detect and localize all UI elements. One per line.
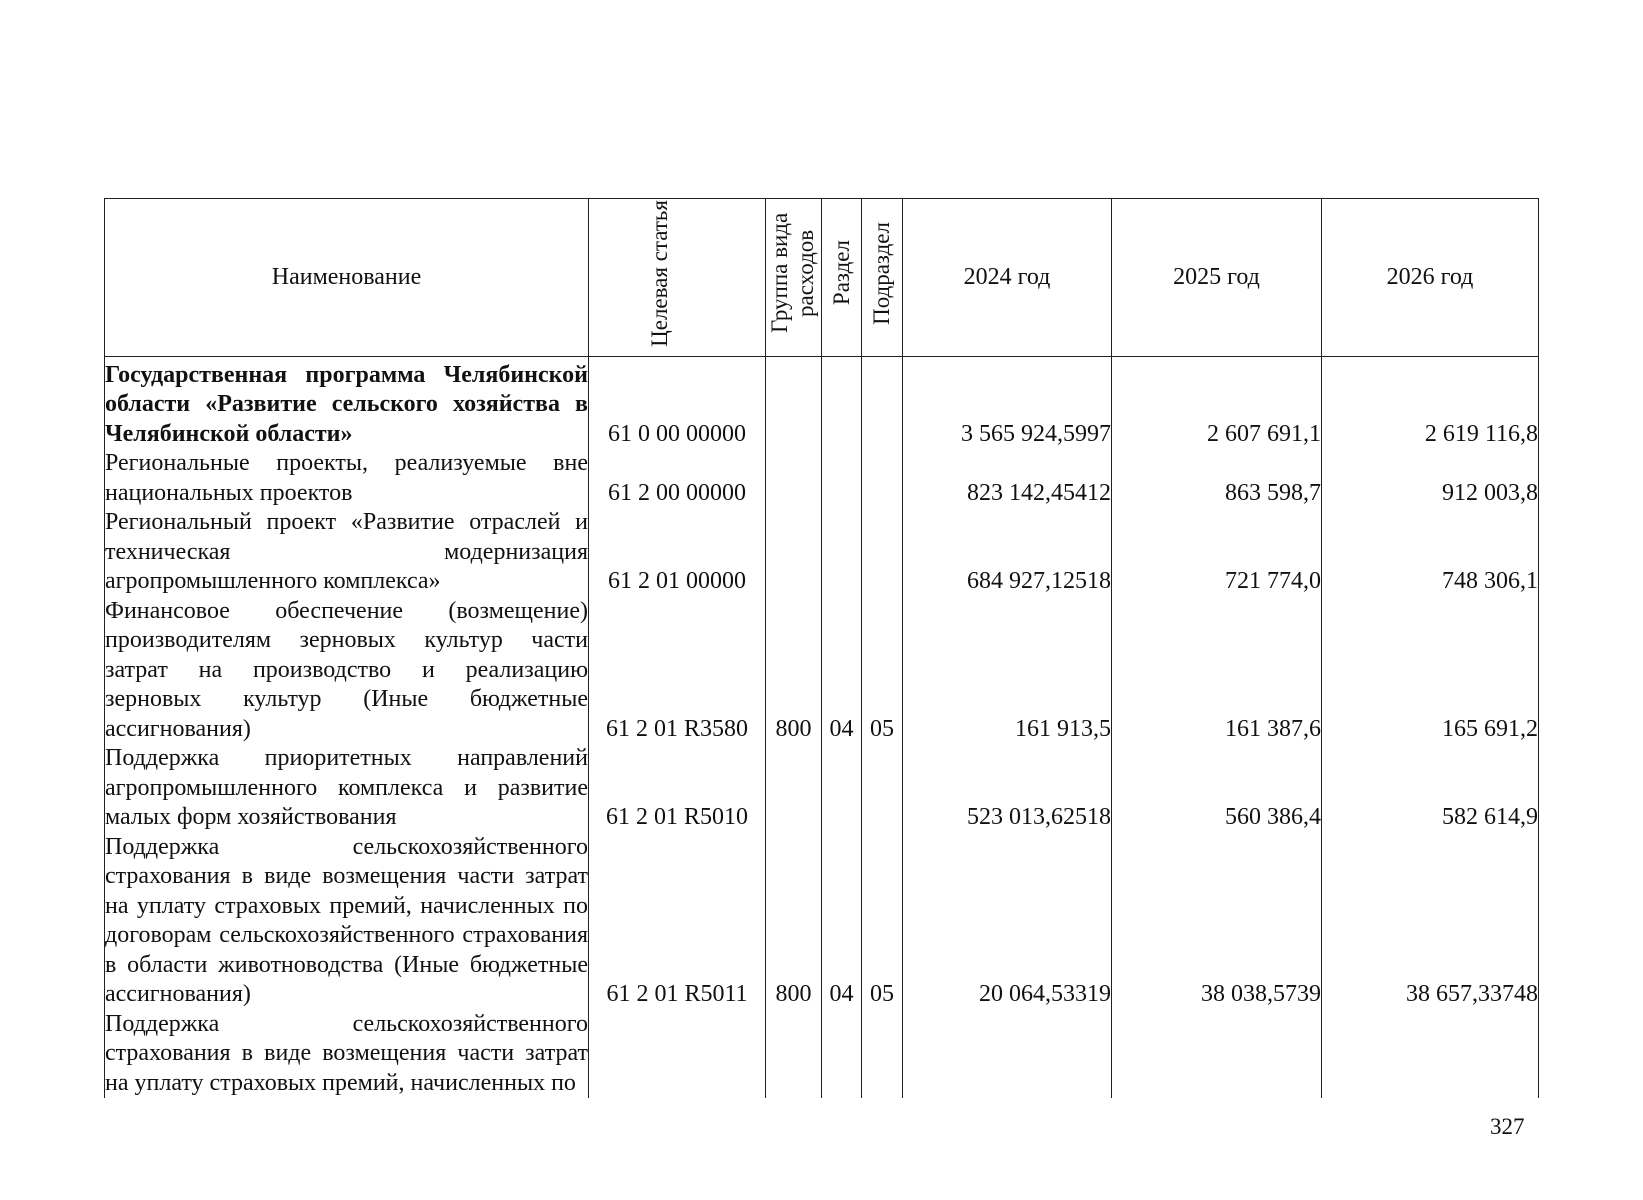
- row-code: 61 2 01 00000: [589, 508, 766, 597]
- row-2026: 165 691,2: [1322, 597, 1539, 745]
- row-code: 61 0 00 00000: [589, 356, 766, 449]
- row-name: Государственная программа Челябинской области «Развитие сельского хозяйства в Челябинской области»: [105, 356, 589, 449]
- row-name: Региональный проект «Развитие отраслей и техническая модернизация агропромышленного комплекса»: [105, 508, 589, 597]
- table-row: [105, 356, 1539, 449]
- row-2025: 560 386,4: [1112, 744, 1322, 833]
- table-row: [105, 508, 1539, 597]
- row-2026: 912 003,8: [1322, 449, 1539, 508]
- row-group: [766, 449, 822, 508]
- row-code: [589, 1010, 766, 1099]
- header-row: [105, 199, 1539, 357]
- row-group: [766, 356, 822, 449]
- table-row: [105, 1010, 1539, 1099]
- row-section: [822, 744, 862, 833]
- row-2026: [1322, 1010, 1539, 1099]
- row-code: 61 2 01 R5011: [589, 833, 766, 1010]
- header-name: Наименование: [105, 199, 589, 357]
- row-group: [766, 508, 822, 597]
- row-section: 04: [822, 597, 862, 745]
- row-subsection: [862, 744, 903, 833]
- row-2024: 161 913,5: [903, 597, 1112, 745]
- row-subsection: [862, 508, 903, 597]
- row-code: 61 2 01 R5010: [589, 744, 766, 833]
- row-2025: 38 038,5739: [1112, 833, 1322, 1010]
- table-row: [105, 449, 1539, 508]
- row-2025: 863 598,7: [1112, 449, 1322, 508]
- budget-table: [104, 198, 1539, 1098]
- row-code: 61 2 01 R3580: [589, 597, 766, 745]
- row-name: Поддержка сельскохозяйственного страхования в виде возмещения части затрат на уплату страховых премий, начисленных по: [105, 1010, 589, 1099]
- header-expense-group: Группа вида расходов: [766, 199, 822, 357]
- row-name: Поддержка сельскохозяйственного страхования в виде возмещения части затрат на уплату страховых премий, начисленных по договорам сельскохозяйственного страхования в области животноводства (Иные бюджетные ассигнования): [105, 833, 589, 1010]
- row-section: [822, 356, 862, 449]
- row-name: Региональные проекты, реализуемые вне национальных проектов: [105, 449, 589, 508]
- row-section: 04: [822, 833, 862, 1010]
- row-code: 61 2 00 00000: [589, 449, 766, 508]
- row-2026: 748 306,1: [1322, 508, 1539, 597]
- row-2026: 582 614,9: [1322, 744, 1539, 833]
- row-2025: [1112, 1010, 1322, 1099]
- table-row: [105, 597, 1539, 745]
- row-section: [822, 1010, 862, 1099]
- row-subsection: 05: [862, 597, 903, 745]
- row-2024: 684 927,12518: [903, 508, 1112, 597]
- row-2026: 2 619 116,8: [1322, 356, 1539, 449]
- header-2025: 2025 год: [1112, 199, 1322, 357]
- row-2025: 2 607 691,1: [1112, 356, 1322, 449]
- row-group: [766, 1010, 822, 1099]
- row-subsection: [862, 1010, 903, 1099]
- header-section: Раздел: [822, 199, 862, 357]
- row-subsection: 05: [862, 833, 903, 1010]
- row-2024: [903, 1010, 1112, 1099]
- header-target-article: Целевая статья: [589, 199, 766, 357]
- table-row: [105, 744, 1539, 833]
- header-2024: 2024 год: [903, 199, 1112, 357]
- row-2024: 823 142,45412: [903, 449, 1112, 508]
- row-group: 800: [766, 597, 822, 745]
- header-subsection: Подраздел: [862, 199, 903, 357]
- row-section: [822, 449, 862, 508]
- row-name: Поддержка приоритетных направлений агропромышленного комплекса и развитие малых форм хозяйствования: [105, 744, 589, 833]
- row-subsection: [862, 356, 903, 449]
- row-2025: 161 387,6: [1112, 597, 1322, 745]
- row-2024: 20 064,53319: [903, 833, 1112, 1010]
- row-group: [766, 744, 822, 833]
- table-row: [105, 833, 1539, 1010]
- row-subsection: [862, 449, 903, 508]
- row-2024: 523 013,62518: [903, 744, 1112, 833]
- row-section: [822, 508, 862, 597]
- header-2026: 2026 год: [1322, 199, 1539, 357]
- page-number: 327: [1490, 1114, 1525, 1139]
- row-2025: 721 774,0: [1112, 508, 1322, 597]
- row-2024: 3 565 924,5997: [903, 356, 1112, 449]
- row-group: 800: [766, 833, 822, 1010]
- row-2026: 38 657,33748: [1322, 833, 1539, 1010]
- row-name: Финансовое обеспечение (возмещение) производителям зерновых культур части затрат на производство и реализацию зерновых культур (Иные бюджетные ассигнования): [105, 597, 589, 745]
